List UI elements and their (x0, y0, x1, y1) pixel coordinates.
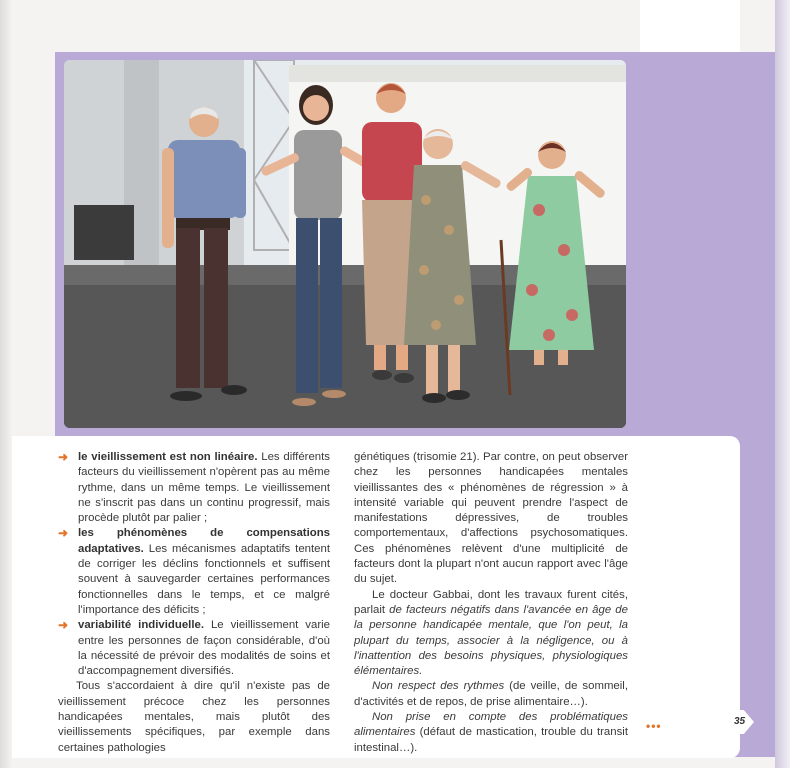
paragraph-rhythms (354, 679, 628, 710)
page-edge (775, 0, 790, 768)
gabbai-quote: de facteurs négatifs dans l'avancée en âge de la personne handicapée mentale, que l'on peut, la plupart du temps, associer à la négligence, ou à l'inattention des besoins physiques, physiologiques élémentaires. (354, 603, 628, 678)
bullet-arrow-icon: ➜ (58, 526, 69, 541)
closing-paragraph: Tous s'accordaient à dire qu'il n'existe pas de vieillissement précoce chez les personnes handicapées mentales, mais plutôt des vieillissements spécifiques, par exemple dans certaines pathologies (58, 680, 330, 754)
right-text-column (354, 450, 628, 756)
bullet-arrow-icon: ➜ (58, 618, 69, 633)
page-gutter (0, 0, 12, 768)
decorative-dots: ••• (646, 719, 662, 733)
bullet-item-non-linear (58, 450, 330, 526)
bullet-arrow-icon: ➜ (58, 450, 69, 464)
paragraph-genetics: génétiques (trisomie 21). Par contre, on peut observer chez les personnes handicapées mentales vieillissantes des « phénomènes de régression » à intensité variable qui peuvent prendre l'aspect de manifestations dépressives, de troubles comportementaux, d'affections psychosomatiques. Ces phénomènes relèvent d'une multiplicité de facteurs dont la plupart n'ont aucun rapport avec l'âge du sujet. (354, 451, 628, 586)
rhythms-title: Non respect des rythmes (372, 680, 505, 693)
food-text: (défaut de mastication, trouble du transit intestinal…). (354, 726, 628, 754)
photo-elderly-dance-line (64, 60, 626, 428)
left-text-column (58, 450, 330, 756)
gabbai-lead: Le docteur Gabbai, dont les travaux furent cités, parlait (354, 588, 628, 616)
paragraph-food (354, 710, 628, 756)
bullet-text: Les mécanismes adaptatifs tentent de corriger les déclins fonctionnels et suffisent souvent à sauvegarder certaines performances fonctionnelles dans le temps, et ce malgré l'importance des déficits ; (78, 542, 330, 616)
bullet-title: variabilité individuelle. (78, 619, 204, 632)
food-title: Non prise en compte des problématiques alimentaires (354, 711, 628, 739)
bullet-title: le vieillissement est non linéaire. (78, 451, 258, 463)
paragraph-gabbai (354, 588, 628, 680)
white-corner-block (640, 0, 740, 52)
rhythms-text: (de veille, de sommeil, d'activités et de repos, de prise alimentaire…). (354, 680, 628, 708)
bullet-text: Le vieillissement varie entre les personnes de façon considérable, d'où la nécessité de prévoir des modalités de soins et d'accompagnement diversifiés. (78, 619, 330, 678)
page-number: 35 (734, 716, 746, 727)
bullet-title: les phénomènes de compensations adaptatives. (78, 527, 330, 555)
bullet-text: Les différents facteurs du vieillissement n'opèrent pas au même rythme, dans un même temps. Le vieillissement ne s'inscrit pas dans un continu progressif, mais procède plutôt par palier ; (78, 451, 331, 525)
bullet-item-compensation (58, 526, 330, 618)
bullet-item-variability (58, 618, 330, 679)
